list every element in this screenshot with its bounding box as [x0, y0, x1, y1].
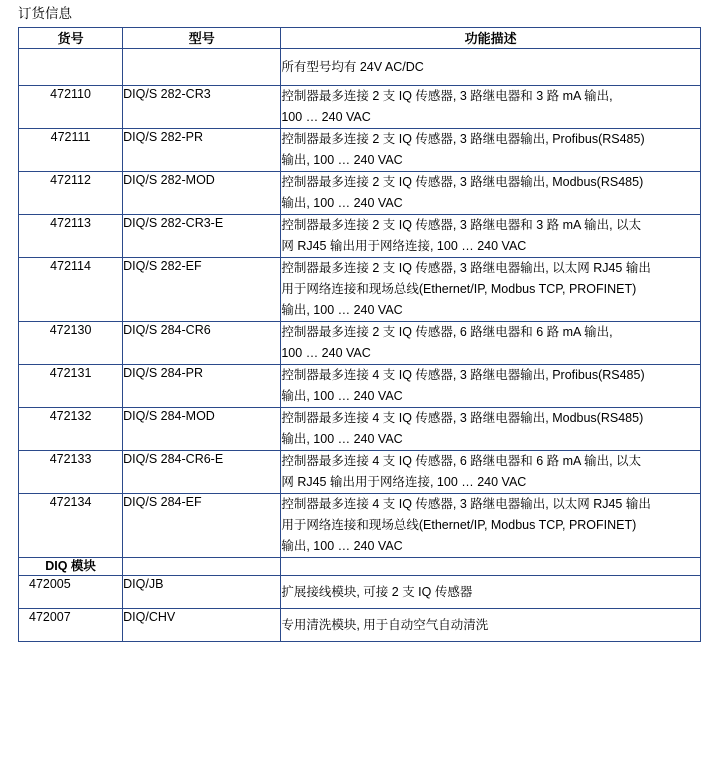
cell-model: DIQ/S 282-EF: [123, 258, 281, 322]
cell-description: [281, 558, 701, 576]
cell-code: 472005: [19, 576, 123, 609]
cell-code: 472133: [19, 451, 123, 494]
desc-line: 专用清洗模块, 用于自动空气自动清洗: [281, 618, 489, 632]
desc-line: 输出, 100 … 240 VAC: [281, 389, 403, 403]
cell-model: DIQ/S 284-MOD: [123, 408, 281, 451]
cell-model: DIQ/S 284-PR: [123, 365, 281, 408]
desc-line: 输出, 100 … 240 VAC: [281, 196, 403, 210]
cell-model: DIQ/S 282-PR: [123, 129, 281, 172]
desc-line: 控制器最多连接 2 支 IQ 传感器, 3 路继电器输出, Profibus(RS485): [281, 132, 645, 146]
desc-line: 输出, 100 … 240 VAC: [281, 539, 403, 553]
cell-code: 472113: [19, 215, 123, 258]
cell-model: [123, 558, 281, 576]
desc-line: 控制器最多连接 4 支 IQ 传感器, 3 路继电器输出, Modbus(RS485): [281, 411, 644, 425]
cell-description: [281, 129, 701, 172]
cell-model: DIQ/S 284-CR6-E: [123, 451, 281, 494]
desc-line: 网 RJ45 输出用于网络连接, 100 … 240 VAC: [281, 239, 527, 253]
table-row: [19, 129, 701, 172]
table-row: [19, 86, 701, 129]
desc-line: 控制器最多连接 4 支 IQ 传感器, 6 路继电器和 6 路 mA 输出, 以太: [281, 454, 642, 468]
cell-code: 472112: [19, 172, 123, 215]
cell-description: [281, 576, 701, 609]
cell-code: 472114: [19, 258, 123, 322]
cell-description: [281, 172, 701, 215]
cell-model: DIQ/S 282-CR3-E: [123, 215, 281, 258]
table-row: [19, 172, 701, 215]
desc-line: 所有型号均有 24V AC/DC: [281, 60, 424, 74]
desc-line: 控制器最多连接 2 支 IQ 传感器, 6 路继电器和 6 路 mA 输出,: [281, 325, 613, 339]
cell-code: 472132: [19, 408, 123, 451]
desc-line: 100 … 240 VAC: [281, 346, 371, 360]
table-row: [19, 408, 701, 451]
cell-description: [281, 322, 701, 365]
cell-description: [281, 408, 701, 451]
column-header-model: 型号: [123, 28, 281, 49]
cell-code: 472110: [19, 86, 123, 129]
cell-model: DIQ/S 284-EF: [123, 494, 281, 558]
desc-line: 输出, 100 … 240 VAC: [281, 303, 403, 317]
cell-description: [281, 49, 701, 86]
desc-line: 用于网络连接和现场总线(Ethernet/IP, Modbus TCP, PROFINET): [281, 282, 637, 296]
table-row: [19, 451, 701, 494]
section-label: DIQ 模块: [19, 558, 123, 576]
desc-line: 用于网络连接和现场总线(Ethernet/IP, Modbus TCP, PROFINET): [281, 518, 637, 532]
desc-line: 网 RJ45 输出用于网络连接, 100 … 240 VAC: [281, 475, 527, 489]
table-row: [19, 322, 701, 365]
cell-description: [281, 215, 701, 258]
table-row: [19, 609, 701, 642]
cell-description: [281, 494, 701, 558]
desc-line: 控制器最多连接 2 支 IQ 传感器, 3 路继电器和 3 路 mA 输出,: [281, 89, 613, 103]
cell-code: 472111: [19, 129, 123, 172]
cell-description: [281, 86, 701, 129]
cell-model: DIQ/S 282-CR3: [123, 86, 281, 129]
cell-code: 472007: [19, 609, 123, 642]
cell-model: DIQ/JB: [123, 576, 281, 609]
cell-description: [281, 451, 701, 494]
table-section-row: [19, 558, 701, 576]
cell-model: [123, 49, 281, 86]
cell-model: DIQ/CHV: [123, 609, 281, 642]
cell-description: [281, 609, 701, 642]
column-header-code: 货号: [19, 28, 123, 49]
table-row: [19, 494, 701, 558]
table-header-row: [19, 28, 701, 49]
desc-line: 控制器最多连接 2 支 IQ 传感器, 3 路继电器输出, Modbus(RS485): [281, 175, 644, 189]
table-row: [19, 215, 701, 258]
table-row: [19, 576, 701, 609]
desc-line: 控制器最多连接 4 支 IQ 传感器, 3 路继电器输出, 以太网 RJ45 输出: [281, 497, 651, 511]
cell-description: [281, 258, 701, 322]
table-body: [19, 28, 701, 642]
cell-code: 472130: [19, 322, 123, 365]
desc-line: 控制器最多连接 2 支 IQ 传感器, 3 路继电器和 3 路 mA 输出, 以太: [281, 218, 642, 232]
cell-code: 472131: [19, 365, 123, 408]
table-row: [19, 258, 701, 322]
table-row: [19, 365, 701, 408]
cell-code: 472134: [19, 494, 123, 558]
cell-code: [19, 49, 123, 86]
desc-line: 100 … 240 VAC: [281, 110, 371, 124]
column-header-desc: 功能描述: [281, 28, 701, 49]
cell-model: DIQ/S 282-MOD: [123, 172, 281, 215]
page-title: 订货信息: [18, 6, 72, 21]
desc-line: 控制器最多连接 2 支 IQ 传感器, 3 路继电器输出, 以太网 RJ45 输出: [281, 261, 651, 275]
desc-line: 扩展接线模块, 可接 2 支 IQ 传感器: [281, 585, 473, 599]
table-row: [19, 49, 701, 86]
cell-description: [281, 365, 701, 408]
cell-model: DIQ/S 284-CR6: [123, 322, 281, 365]
desc-line: 输出, 100 … 240 VAC: [281, 432, 403, 446]
desc-line: 输出, 100 … 240 VAC: [281, 153, 403, 167]
ordering-information-table: [18, 27, 701, 642]
desc-line: 控制器最多连接 4 支 IQ 传感器, 3 路继电器输出, Profibus(RS485): [281, 368, 645, 382]
